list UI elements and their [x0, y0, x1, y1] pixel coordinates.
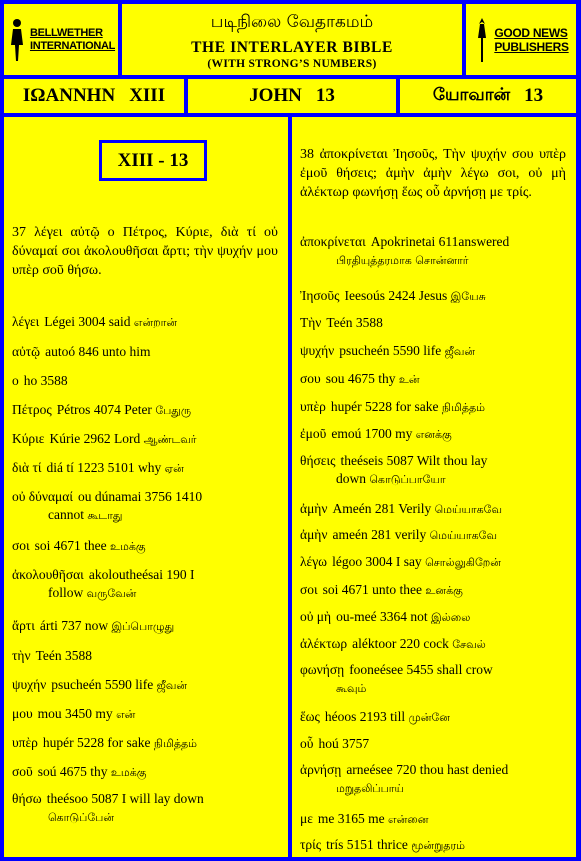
tamil-gloss: வருவேன்: [86, 587, 137, 600]
word-entry: [12, 537, 280, 556]
word-entry: [12, 488, 280, 525]
tamil-gloss: கூவும்: [336, 682, 367, 695]
torch-figure-icon: [473, 16, 491, 64]
chapter-label: XIII - 13: [99, 140, 207, 181]
greek-word: οὐ δύναμαί: [12, 489, 73, 504]
transliteration-strongs-gloss: légoo 3004 I say: [332, 554, 426, 569]
transliteration-strongs-gloss: Kúrie 2962 Lord: [49, 431, 144, 446]
tamil-gloss: முன்னே: [408, 711, 450, 724]
gloss-continuation: cannot கூடாது: [48, 507, 123, 522]
transliteration-strongs-gloss: ou dúnamai 3756 1410: [77, 489, 203, 504]
word-entry: [300, 635, 568, 654]
word-entry: [12, 734, 280, 753]
book-tamil-number: 13: [524, 85, 544, 106]
word-entry: [300, 581, 568, 600]
tamil-gloss: கூடாது: [87, 509, 123, 522]
tamil-gloss: பிரதியுத்தரமாக சொன்னார்: [336, 254, 469, 267]
tamil-gloss: மெய்யாகவே: [429, 529, 497, 542]
title-block: [122, 4, 462, 75]
word-entry: [300, 708, 568, 727]
word-entry: [300, 735, 568, 754]
transliteration-strongs-gloss: akoloutheésai 190 I: [88, 567, 195, 582]
greek-word: ἀλέκτωρ: [300, 636, 348, 651]
transliteration-strongs-gloss: sou 4675 thy: [325, 371, 399, 386]
word-entry: [300, 761, 568, 798]
greek-word: Κύριε: [12, 431, 45, 446]
word-entry: [12, 790, 280, 827]
transliteration-strongs-gloss: aléktoor 220 cock: [352, 636, 453, 651]
good-news-logo-text: GOOD NEWS PUBLISHERS: [494, 25, 569, 54]
greek-word: ψυχήν: [300, 343, 335, 358]
transliteration-strongs-gloss: Ameén 281 Verily: [332, 501, 435, 516]
book-tamil: [400, 79, 576, 113]
gloss-continuation: [300, 679, 568, 698]
book-greek-number: XIII: [129, 85, 166, 106]
word-entry: [300, 342, 568, 361]
word-entry: [12, 430, 280, 449]
tamil-gloss: நிமித்தம்: [441, 401, 485, 414]
greek-word: ἕως: [300, 709, 320, 724]
gloss-continuation: follow வருவேன்: [48, 585, 137, 600]
book-greek: [4, 79, 184, 113]
tamil-gloss: பேதுரு: [155, 404, 192, 417]
word-entry: [12, 705, 280, 724]
tamil-gloss: எனக்கு: [415, 428, 452, 441]
sheep-figure-icon: [7, 17, 27, 63]
transliteration-strongs-gloss: arneésee 720 thou hast denied: [346, 762, 509, 777]
greek-word: ἀρνήσῃ: [300, 762, 342, 777]
greek-word: ἀκολουθῆσαι: [12, 567, 84, 582]
transliteration-strongs-gloss: Pétros 4074 Peter: [56, 402, 156, 417]
greek-word: θήσω: [12, 791, 42, 806]
word-entry: [300, 398, 568, 417]
greek-word: σου: [300, 371, 321, 386]
transliteration-strongs-gloss: psucheén 5590 life: [51, 677, 157, 692]
greek-word: σοι: [12, 538, 30, 553]
tamil-gloss: என்: [116, 708, 136, 721]
greek-word: Πέτρος: [12, 402, 52, 417]
transliteration-strongs-gloss: árti 737 now: [39, 618, 112, 633]
greek-word: υπὲρ: [12, 735, 38, 750]
transliteration-strongs-gloss: theésoo 5087 I will lay down: [46, 791, 204, 806]
tamil-gloss: உனக்கு: [425, 584, 463, 597]
transliteration-strongs-gloss: diá tí 1223 5101 why: [46, 460, 165, 475]
word-entry: [12, 676, 280, 695]
tamil-gloss: இயேசு: [450, 290, 486, 303]
tamil-gloss: இப்பொழுது: [111, 620, 175, 633]
gloss-continuation: [12, 808, 280, 827]
tamil-gloss: கொடுப்பேன்: [48, 811, 115, 824]
tamil-gloss: என்றான்: [133, 316, 178, 329]
greek-word: Ἰησοῦς: [300, 288, 340, 303]
title-tamil: படிநிலை வேதாகமம்: [210, 12, 374, 32]
tamil-gloss: மறுதலிப்பாய்: [336, 782, 404, 795]
greek-word: τρίς: [300, 837, 322, 852]
bellwether-logo-text: BELLWETHER INTERNATIONAL: [29, 26, 116, 52]
greek-word: θήσεις: [300, 453, 336, 468]
transliteration-strongs-gloss: me 3165 me: [317, 811, 389, 826]
greek-word: αὐτῷ: [12, 344, 41, 359]
tamil-gloss: சேவல்: [452, 638, 486, 651]
word-entry: [300, 500, 568, 519]
greek-word: ἀμὴν: [300, 527, 328, 542]
tamil-gloss: சொல்லுகிறேன்: [425, 556, 501, 569]
book-english: [188, 79, 396, 113]
greek-word: φωνήσῃ: [300, 662, 345, 677]
word-entry: [300, 370, 568, 389]
greek-word: με: [300, 811, 313, 826]
transliteration-strongs-gloss: theéseis 5087 Wilt thou lay: [340, 453, 488, 468]
greek-word: υπὲρ: [300, 399, 326, 414]
greek-word: ἀποκρίνεται: [300, 234, 366, 249]
greek-word: διὰ τί: [12, 460, 42, 475]
word-entry: [300, 836, 568, 855]
tamil-gloss: உமக்கு: [110, 540, 146, 553]
title-english: THE INTERLAYER BIBLE: [191, 39, 393, 56]
greek-word: τὴν: [12, 648, 31, 663]
transliteration-strongs-gloss: Légei 3004 said: [44, 314, 134, 329]
book-tamil-name: யோவான்: [432, 85, 511, 105]
tamil-gloss: என்னை: [388, 813, 429, 826]
transliteration-strongs-gloss: hupér 5228 for sake: [42, 735, 154, 750]
transliteration-strongs-gloss: psucheén 5590 life: [339, 343, 445, 358]
greek-word: Τὴν: [300, 315, 322, 330]
left-column: [4, 117, 288, 857]
transliteration-strongs-gloss: héoos 2193 till: [324, 709, 409, 724]
transliteration-strongs-gloss: soú 4675 thy: [37, 764, 111, 779]
gloss-continuation: down கொடுப்பாயோ: [336, 471, 446, 486]
word-entry: [12, 372, 280, 391]
word-entry: [12, 566, 280, 603]
word-entry: [300, 452, 568, 489]
transliteration-strongs-gloss: ou-meé 3364 not: [336, 609, 431, 624]
word-entry: [12, 401, 280, 420]
tamil-gloss: இல்லை: [430, 611, 471, 624]
word-entry: [300, 608, 568, 627]
greek-word: σοι: [300, 582, 318, 597]
transliteration-strongs-gloss: ameén 281 verily: [332, 527, 430, 542]
greek-word: σοῦ: [12, 764, 33, 779]
word-entry: [300, 553, 568, 572]
transliteration-strongs-gloss: ho 3588: [23, 373, 68, 388]
word-entry: [300, 810, 568, 829]
transliteration-strongs-gloss: Apokrinetai 611answered: [370, 234, 510, 249]
transliteration-strongs-gloss: Ieesoús 2424 Jesus: [344, 288, 451, 303]
transliteration-strongs-gloss: fooneésee 5455 shall crow: [349, 662, 493, 677]
title-subtitle: (WITH STRONG’S NUMBERS): [207, 58, 377, 70]
word-entry: [300, 526, 568, 545]
greek-word: ἀμὴν: [300, 501, 328, 516]
tamil-gloss: கொடுப்பாயோ: [369, 473, 446, 486]
word-entry: [300, 425, 568, 444]
word-entry: [12, 763, 280, 782]
bellwether-logo: [4, 4, 118, 75]
gloss-continuation: [300, 251, 568, 270]
tamil-gloss: உமக்கு: [110, 766, 147, 779]
book-english-number: 13: [315, 85, 335, 106]
transliteration-strongs-gloss: Teén 3588: [35, 648, 93, 663]
transliteration-strongs-gloss: Teén 3588: [326, 315, 383, 330]
tamil-gloss: ஜீவன்: [444, 345, 476, 358]
greek-word: μου: [12, 706, 33, 721]
tamil-gloss: ஏன்: [164, 462, 184, 475]
tamil-gloss: மெய்யாகவே: [434, 503, 502, 516]
word-entry: [12, 343, 280, 362]
book-english-name: JOHN: [249, 85, 302, 106]
transliteration-strongs-gloss: hupér 5228 for sake: [330, 399, 442, 414]
greek-word: ἐμοῦ: [300, 426, 327, 441]
transliteration-strongs-gloss: soi 4671 thee: [34, 538, 111, 553]
book-greek-name: ΙΩΑΝΝΗΝ: [22, 85, 116, 106]
transliteration-strongs-gloss: soi 4671 unto thee: [322, 582, 426, 597]
word-entry: [300, 233, 568, 270]
tamil-gloss: ஆண்டவர்: [143, 433, 197, 446]
greek-word: οὐ μὴ: [300, 609, 332, 624]
right-column: [292, 117, 576, 857]
word-entry: [300, 287, 568, 306]
greek-word: οὗ: [300, 736, 314, 751]
word-entry: [12, 647, 280, 666]
transliteration-strongs-gloss: trís 5151 thrice: [326, 837, 412, 852]
transliteration-strongs-gloss: mou 3450 my: [37, 706, 117, 721]
greek-word: ψυχήν: [12, 677, 47, 692]
tamil-gloss: ஜீவன்: [156, 679, 188, 692]
word-entry: [12, 313, 280, 332]
transliteration-strongs-gloss: emoú 1700 my: [331, 426, 416, 441]
tamil-gloss: மூன்றுதரம்: [411, 839, 465, 852]
verse-37-text: 37 λέγει αὐτῷ ο Πέτρος, Κύριε, διὰ τί οὐ δύναμαί σοι ἀκολουθῆσαι ἄρτι; τὴν ψυχήν μου υπὲρ σοῦ θήσω.: [12, 225, 278, 278]
word-entry: [300, 314, 568, 333]
greek-word: ο: [12, 373, 19, 388]
transliteration-strongs-gloss: hoú 3757: [318, 736, 370, 751]
greek-word: λέγω: [300, 554, 328, 569]
tamil-gloss: உன்: [398, 373, 420, 386]
greek-word: ἄρτι: [12, 618, 35, 633]
word-entry: [300, 661, 568, 698]
gloss-continuation: [300, 779, 568, 798]
word-entry: [12, 459, 280, 478]
greek-word: λέγει: [12, 314, 40, 329]
verse-38-text: 38 ἀποκρίνεται Ἰησοῦς, Τὴν ψυχήν σου υπὲρ ἐμοῦ θήσεις; ἀμὴν ἀμὴν λέγω σοι, οὐ μὴ ἀλέκτωρ φωνήσῃ ἕως οὗ ἀρνήσῃ με τρίς.: [300, 147, 566, 200]
tamil-gloss: நிமித்தம்: [153, 737, 197, 750]
good-news-logo: [466, 4, 576, 75]
transliteration-strongs-gloss: autoó 846 unto him: [45, 344, 151, 359]
word-entry: [12, 617, 280, 636]
